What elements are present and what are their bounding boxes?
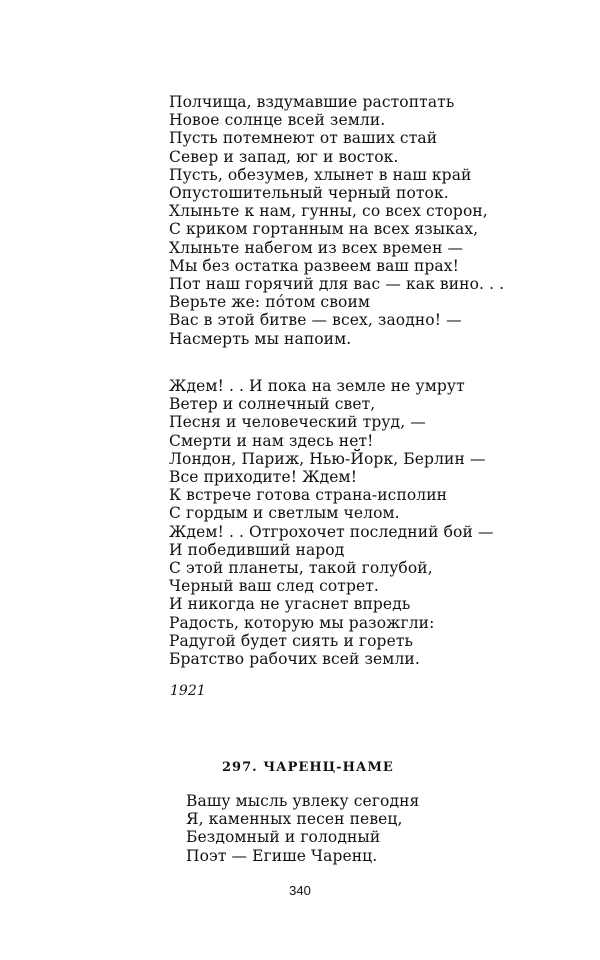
poem-line: К встрече готова страна-исполин [169,486,448,505]
poem-line: С криком гортанным на всех языках, [169,220,479,239]
poem-stanza-3 [186,792,419,865]
poem-line: Поэт — Егише Чаренц. [186,846,378,865]
poem-line: Вашу мысль увлеку сегодня [186,792,420,810]
poem-line: Радугой будет сиять и гореть [169,631,414,650]
poem-line: Смерти и нам здесь нет! [169,431,374,450]
poem-line: Бездомный и голодный [186,828,381,847]
poem-year: 1921 [170,683,206,699]
poem-line: Ждем! . . Отгрохочет последний бой — [169,522,494,541]
poem-line: Я, каменных песен певец, [186,810,403,829]
poem-line: Север и запад, юг и восток. [169,147,399,166]
poem-line: Ветер и солнечный свет, [169,395,376,414]
poem-line: Ждем! . . И пока на земле не умрут [169,377,465,395]
poem-line: С этой планеты, такой голубой, [169,559,433,578]
poem-line: И никогда не угаснет впредь [169,595,411,614]
poem-line: Насмерть мы напоим. [169,329,352,348]
poem-line: Радость, которую мы разожгли: [169,613,435,632]
poem-line: Хлыньте к нам, гунны, со всех сторон, [169,202,488,221]
poem-line: Верьте же: пóтом своим [169,293,371,312]
poem-line: Песня и человеческий труд, — [169,413,426,432]
poem-line: Братство рабочих всей земли. [169,650,420,669]
poem-line: Вас в этой битве — всех, заодно! — [169,311,462,330]
poem-line: С гордым и светлым челом. [169,504,400,523]
poem-line: Мы без остатка развеем ваш прах! [169,256,459,275]
poem-line: Черный ваш след сотрет. [169,577,379,596]
page-number: 340 [289,883,311,898]
poem-line: Пусть потемнеют от ваших стай [169,129,438,148]
poem-line: Полчища, вздумавшие растоптать [169,93,455,111]
poem-stanza-2 [169,377,494,668]
poem-title: 297. ЧАРЕНЦ-НАМЕ [222,760,394,775]
poem-line: И победивший народ [169,540,345,559]
poem-line: Хлыньте набегом из всех времен — [169,238,464,257]
poem-line: Лондон, Париж, Нью-Йорк, Берлин — [169,449,486,468]
poem-line: Новое солнце всей земли. [169,111,386,130]
poem-line: Все приходите! Ждем! [169,468,358,487]
poem-line: Пот наш горячий для вас — как вино. . . [169,275,505,294]
poem-line: Опустошительный черный поток. [169,184,449,203]
poem-stanza-1 [169,93,504,348]
poem-line: Пусть, обезумев, хлынет в наш край [169,165,472,184]
